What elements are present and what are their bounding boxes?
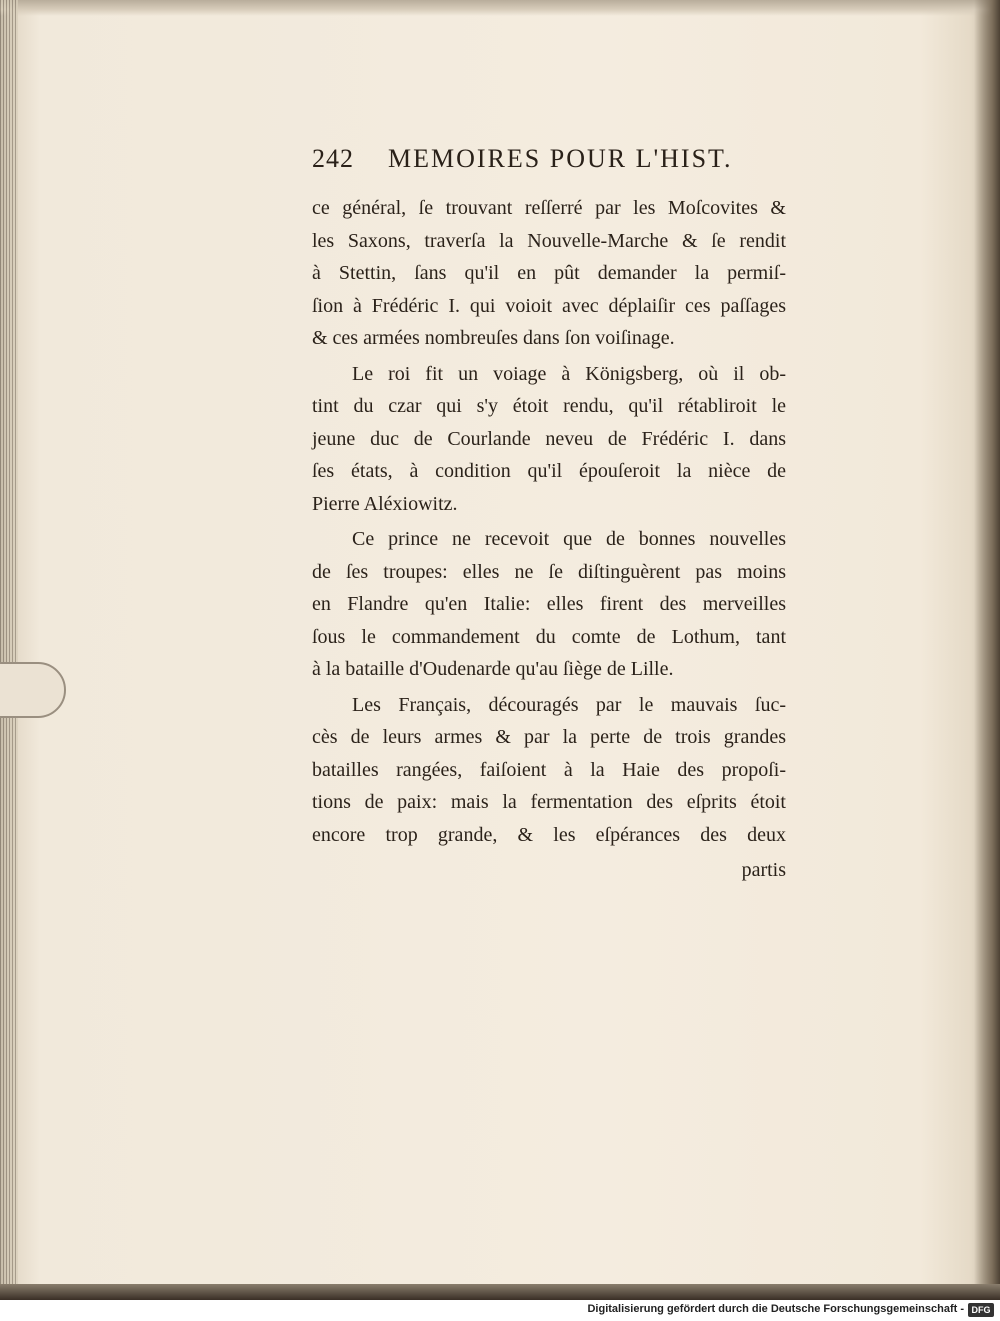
- page-bottom-edge: [0, 1284, 1000, 1300]
- page-tab-marker: [0, 662, 66, 718]
- text-line: Ce prince ne recevoit que de bonnes nouvelles: [352, 528, 786, 550]
- footer-credit: Digitalisierung gefördert durch die Deutsche Forschungsgemeinschaft -: [587, 1303, 964, 1315]
- catchword: partis: [741, 859, 786, 881]
- page-header: [312, 140, 792, 184]
- text-line: cès de leurs armes & par la perte de trois grandes: [312, 726, 786, 748]
- page-top-shadow: [0, 0, 1000, 16]
- text-line: jeune duc de Courlande neveu de Frédéric I. dans: [312, 427, 786, 450]
- book-edge: [974, 0, 1000, 1300]
- paragraph-4: [312, 689, 786, 852]
- book-gutter: [0, 0, 18, 1300]
- text-line: à Stettin, ſans qu'il en pût demander la permiſ-: [312, 262, 786, 284]
- text-line: encore trop grande, & les eſpérances des deux: [312, 823, 786, 846]
- text-line: & ces armées nombreuſes dans ſon voiſinage.: [312, 327, 675, 349]
- text-line: à la bataille d'Oudenarde qu'au ſiège de Lille.: [312, 658, 674, 680]
- text-line: ce général, ſe trouvant reſſerré par les Moſcovites &: [312, 197, 786, 219]
- digitization-footer: [0, 1300, 1000, 1321]
- text-line: batailles rangées, faiſoient à la Haie des propoſi-: [312, 758, 786, 781]
- page-number: 242: [312, 144, 354, 173]
- text-line: ſion à Frédéric I. qui voioit avec déplaiſir ces paſſages: [312, 294, 786, 317]
- dfg-logo-icon: DFG: [968, 1303, 994, 1317]
- text-line: tint du czar qui s'y étoit rendu, qu'il rétabliroit le: [312, 395, 786, 417]
- text-line: les Saxons, traverſa la Nouvelle-Marche & ſe rendit: [312, 229, 786, 252]
- paragraph-2: [312, 358, 786, 521]
- body-text: [312, 192, 786, 887]
- text-line: en Flandre qu'en Italie: elles firent des merveilles: [312, 593, 786, 615]
- text-line: Les Français, découragés par le mauvais ſuc-: [352, 693, 786, 716]
- text-line: Le roi fit un voiage à Königsberg, où il ob-: [352, 362, 786, 385]
- paragraph-3: [312, 523, 786, 686]
- text-line: tions de paix: mais la fermentation des eſprits étoit: [312, 791, 786, 813]
- text-line: Pierre Aléxiowitz.: [312, 492, 458, 515]
- text-line: ſous le commandement du comte de Lothum, tant: [312, 625, 786, 648]
- paragraph-1: [312, 192, 786, 355]
- text-line: de ſes troupes: elles ne ſe diſtinguèrent pas moins: [312, 560, 786, 583]
- text-line: ſes états, à condition qu'il épouſeroit la nièce de: [312, 460, 786, 482]
- running-title: MEMOIRES POUR L'HIST.: [388, 144, 733, 173]
